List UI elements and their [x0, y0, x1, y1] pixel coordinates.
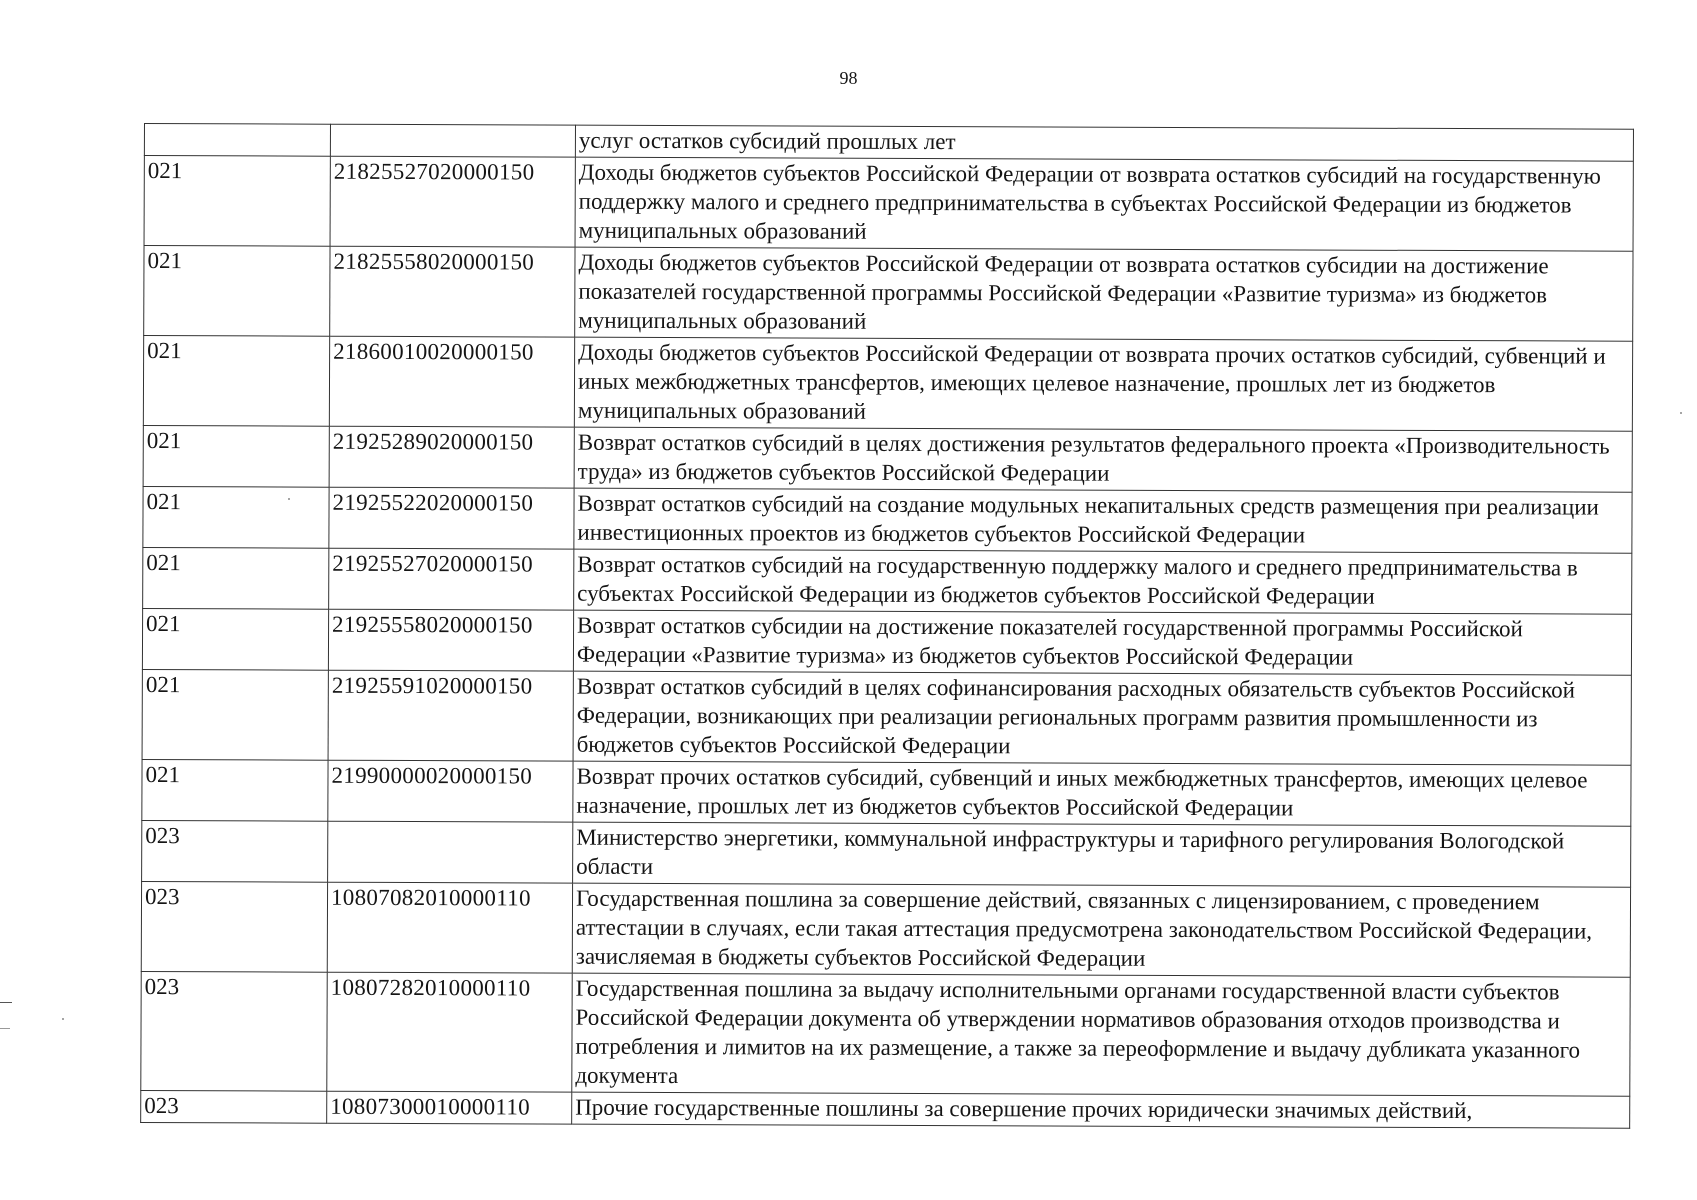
table-row: [144, 246, 1633, 342]
budget-classification-code-cell: [330, 124, 575, 157]
revenue-name-cell: Возврат остатков субсидий в целях достижения результатов федерального проекта «Производительность труда» из бюджетов субъектов Российской Федерации: [574, 427, 1632, 492]
admin-code-cell: 021: [144, 246, 330, 337]
revenue-name-cell: Возврат прочих остатков субсидий, субвенций и иных межбюджетных трансфертов, имеющих целевое назначение, прошлых лет из бюджетов субъектов Российской Федерации: [573, 761, 1631, 826]
table-row: [141, 971, 1630, 1096]
admin-code-cell: 021: [142, 759, 328, 821]
scan-speck: [1680, 412, 1682, 414]
admin-code-cell: 021: [143, 425, 329, 487]
budget-classification-code-cell: 21825558020000150: [330, 246, 575, 337]
admin-code-cell: 023: [142, 820, 328, 882]
revenue-name-cell: Возврат остатков субсидий на создание модульных некапитальных средств размещения при реализации инвестиционных проектов из бюджетов субъектов Российской Федерации: [574, 488, 1632, 553]
scan-mark: [0, 1028, 10, 1029]
table-row: [141, 881, 1630, 977]
revenue-name-cell: Министерство энергетики, коммунальной инфраструктуры и тарифного регулирования Вологодской области: [573, 822, 1631, 887]
revenue-codes-table: [140, 123, 1634, 1129]
revenue-name-cell: Доходы бюджетов субъектов Российской Федерации от возврата остатков субсидий на государственную поддержку малого и среднего предпринимательства в субъектах Российской Федерации из бюджетов муниципальных образований: [575, 157, 1633, 251]
scan-speck: [288, 498, 290, 500]
revenue-name-cell: Возврат остатков субсидий в целях софинансирования расходных обязательств субъектов Российской Федерации, возникающих при реализации региональных программ развития промышленности из бюджетов субъектов Российской Федерации: [573, 671, 1631, 765]
revenue-name-cell: услуг остатков субсидий прошлых лет: [575, 125, 1633, 161]
budget-classification-code-cell: 21925289020000150: [329, 426, 574, 488]
admin-code-cell: 021: [143, 336, 329, 427]
table-body: [141, 124, 1634, 1129]
table-row: [143, 425, 1632, 492]
admin-code-cell: 021: [143, 547, 329, 609]
table-row: [141, 1090, 1630, 1128]
admin-code-cell: 021: [144, 156, 330, 247]
budget-classification-code-cell: 21925558020000150: [328, 609, 573, 671]
budget-classification-code-cell: 21925527020000150: [329, 548, 574, 610]
table-row: [142, 759, 1631, 826]
admin-code-cell: 021: [142, 669, 328, 760]
table-row: [142, 608, 1631, 675]
scan-speck: [62, 1018, 64, 1020]
admin-code-cell: 021: [143, 486, 329, 548]
revenue-name-cell: Доходы бюджетов субъектов Российской Федерации от возврата прочих остатков субсидий, субвенций и иных межбюджетных трансфертов, имеющих целевое назначение, прошлых лет из бюджетов муниципальных образований: [574, 337, 1632, 431]
table-row: [143, 547, 1632, 614]
scan-mark: [0, 1002, 12, 1003]
revenue-name-cell: Доходы бюджетов субъектов Российской Федерации от возврата остатков субсидии на достижение показателей государственной программы Российской Федерации «Развитие туризма» из бюджетов муниципальных образований: [575, 247, 1633, 341]
table-row: [143, 336, 1632, 432]
admin-code-cell: [144, 124, 330, 157]
revenue-name-cell: Возврат остатков субсидий на государственную поддержку малого и среднего предпринимательства в субъектах Российской Федерации из бюджетов субъектов Российской Федерации: [574, 549, 1632, 614]
table-row: [143, 486, 1632, 553]
budget-classification-code-cell: [328, 821, 573, 883]
table-row: [142, 820, 1631, 887]
admin-code-cell: 023: [141, 971, 327, 1091]
admin-code-cell: 021: [142, 608, 328, 670]
budget-classification-code-cell: 21990000020000150: [328, 760, 573, 822]
revenue-name-cell: Государственная пошлина за выдачу исполнительными органами государственной власти субъектов Российской Федерации документа об утверждении нормативов образования отходов производства и потребления и лимитов на их размещение, а также за переоформление и выдачу дубликата указанного документа: [572, 973, 1630, 1096]
admin-code-cell: 023: [141, 1090, 327, 1123]
budget-classification-code-cell: 10807300010000110: [327, 1091, 572, 1124]
revenue-name-cell: Государственная пошлина за совершение действий, связанных с лицензированием, с проведением аттестации в случаях, если такая аттестация предусмотрена законодательством Российской Федерации, зачисляемая в бюджеты субъектов Российской Федерации: [572, 883, 1630, 977]
revenue-name-cell: Прочие государственные пошлины за совершение прочих юридически значимых действий,: [572, 1092, 1630, 1128]
page-number: 98: [839, 68, 858, 88]
budget-classification-code-cell: 21925522020000150: [329, 487, 574, 549]
budget-classification-code-cell: 21860010020000150: [329, 336, 574, 427]
revenue-name-cell: Возврат остатков субсидии на достижение показателей государственной программы Российской Федерации «Развитие туризма» из бюджетов субъектов Российской Федерации: [573, 610, 1631, 675]
budget-classification-code-cell: 10807282010000110: [327, 972, 572, 1092]
table-row: [144, 156, 1633, 252]
budget-classification-code-cell: 10807082010000110: [327, 882, 572, 973]
budget-classification-code-cell: 21825527020000150: [330, 156, 575, 247]
table-row: [142, 669, 1631, 765]
budget-classification-code-cell: 21925591020000150: [328, 670, 573, 761]
admin-code-cell: 023: [141, 881, 327, 972]
